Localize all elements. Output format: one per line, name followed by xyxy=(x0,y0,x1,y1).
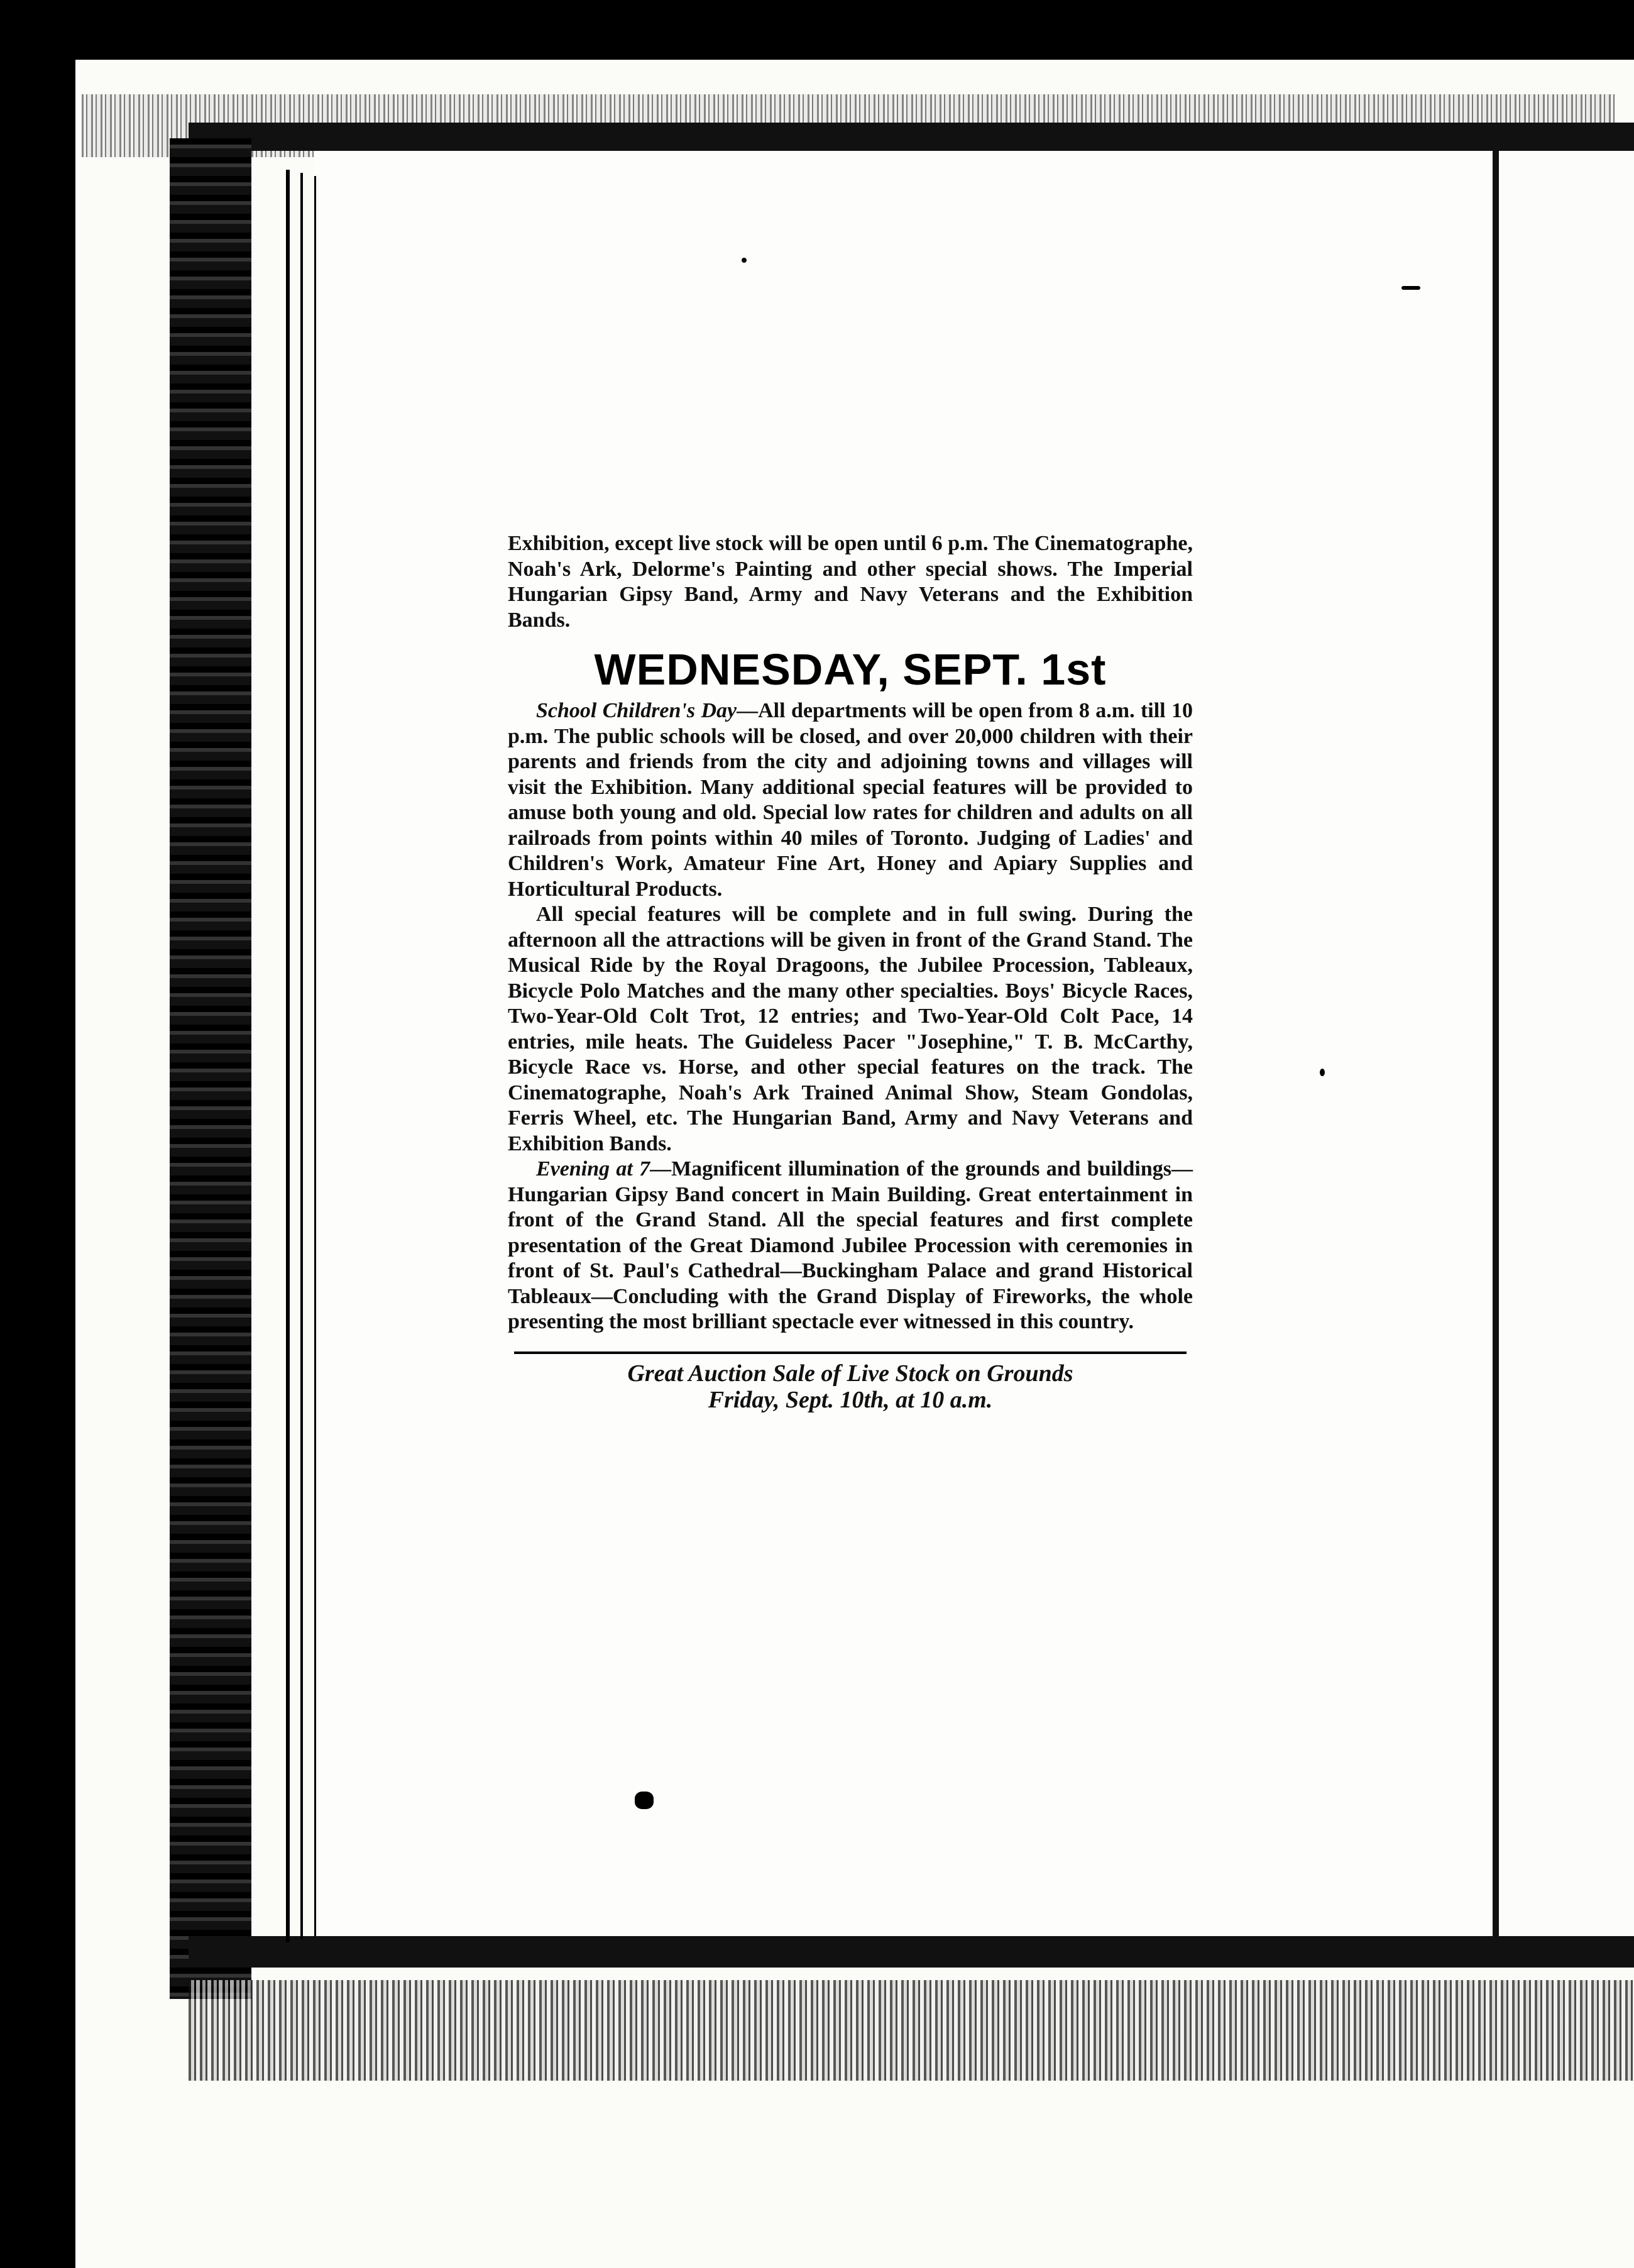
column-rule-left-inner xyxy=(300,173,303,1939)
lead-school-day: School Children's Day xyxy=(536,699,737,722)
microfilm-frame-bottom xyxy=(189,1936,1634,1968)
ink-speck xyxy=(1401,286,1420,290)
auction-line-2: Friday, Sept. 10th, at 10 a.m. xyxy=(708,1386,993,1413)
paragraph-school-day xyxy=(508,698,1193,902)
ink-speck xyxy=(1320,1069,1325,1076)
microfilm-frame-left xyxy=(170,138,251,1999)
body-evening: —Magnificent illumination of the grounds and buildings—Hungarian Gipsy Band concert in Main Building. Great entertainment in front of the Grand Stand. All the special features and first complete presentation of the Great Diamond Jubilee Procession with ceremonies in front of St. Paul's Cathedral—Buckingham Palace and grand Historical Tableaux—Concluding with the Grand Display of Fireworks, the whole presenting the most brilliant spectacle ever witnessed in this country. xyxy=(508,1157,1193,1333)
adjacent-page-edge xyxy=(1499,151,1634,1936)
body-school-day: —All departments will be open from 8 a.m. till 10 p.m. The public schools will be closed, and over 20,000 children with their parents and friends from the city and adjoining towns and villages will visit the Exhibition. Many additional special features will be provided to amuse both young and old. Special low rates for children and adults on all railroads from points within 40 miles of Toronto. Judging of Ladies' and Children's Work, Amateur Fine Art, Honey and Apiary Supplies and Horticultural Products. xyxy=(508,699,1193,901)
column-rule-right xyxy=(1493,151,1499,1936)
ink-speck xyxy=(635,1792,654,1809)
headline: WEDNESDAY, SEPT. 1st xyxy=(594,645,1107,694)
lead-evening: Evening at 7 xyxy=(536,1157,650,1181)
article-column xyxy=(508,531,1193,1413)
auction-notice xyxy=(508,1360,1193,1413)
paragraph-evening xyxy=(508,1157,1193,1335)
microfilm-frame-top xyxy=(189,123,1634,151)
column-rule-left-fine xyxy=(314,176,316,1936)
ink-speck xyxy=(742,258,747,263)
auction-line-1: Great Auction Sale of Live Stock on Grounds xyxy=(627,1360,1073,1387)
column-rule-left-outer xyxy=(286,170,290,1942)
intro-paragraph: Exhibition, except live stock will be open until 6 p.m. The Cinematographe, Noah's Ark, Delorme's Painting and other special shows. The Imperial Hungarian Gipsy Band, Army and Navy Veterans and the Exhibition Bands. xyxy=(508,532,1193,632)
section-divider xyxy=(514,1351,1187,1354)
scan-noise-bottom xyxy=(189,1980,1634,2081)
paragraph-afternoon: All special features will be complete and in full swing. During the afternoon all the attractions will be given in front of the Grand Stand. The Musical Ride by the Royal Dragoons, the Jubilee Procession, Tableaux, Bicycle Polo Matches and the many other specialties. Boys' Bicycle Races, Two-Year-Old Colt Trot, 12 entries; and Two-Year-Old Colt Pace, 14 entries, mile heats. The Guideless Pacer "Josephine," T. B. McCarthy, Bicycle Race vs. Horse, and other special features on the track. The Cinematographe, Noah's Ark Trained Animal Show, Steam Gondolas, Ferris Wheel, etc. The Hungarian Band, Army and Navy Veterans and Exhibition Bands. xyxy=(508,903,1193,1155)
